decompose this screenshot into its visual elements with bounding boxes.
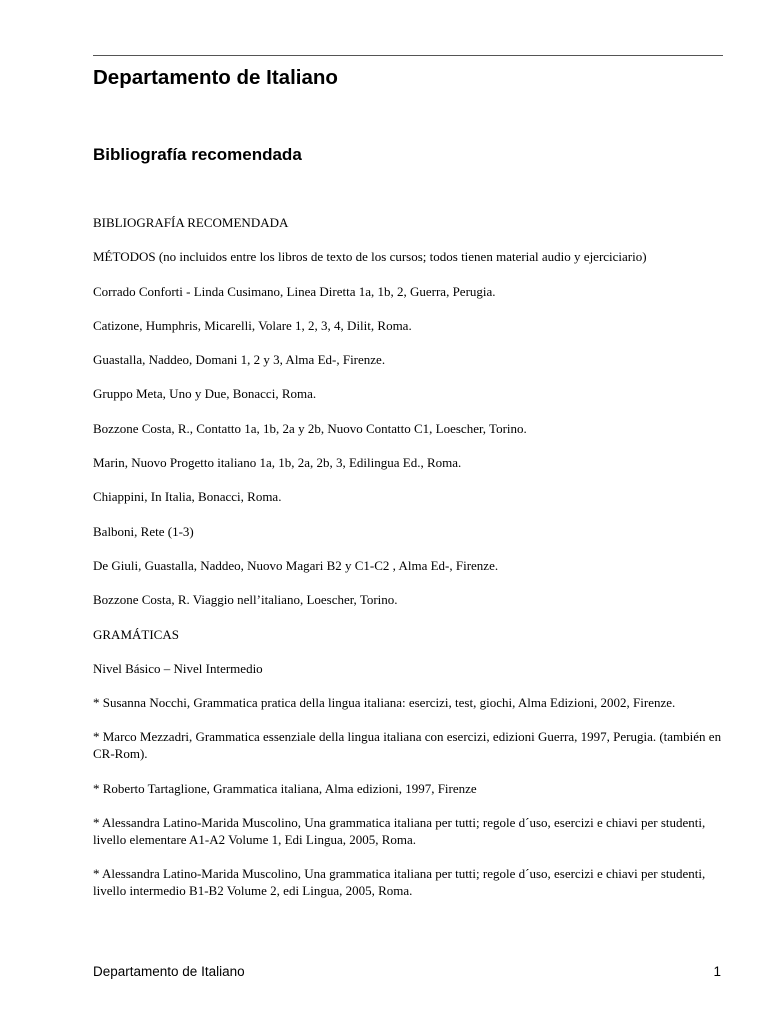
- paragraph: Corrado Conforti - Linda Cusimano, Linea Diretta 1a, 1b, 2, Guerra, Perugia.: [93, 283, 496, 299]
- paragraph: * Susanna Nocchi, Grammatica pratica della lingua italiana: esercizi, test, giochi, Alma Edizioni, 2002, Firenze.: [93, 695, 676, 711]
- section-title: Bibliografía recomendada: [93, 145, 302, 164]
- paragraph: Bozzone Costa, R., Contatto 1a, 1b, 2a y 2b, Nuovo Contatto C1, Loescher, Torino.: [93, 420, 527, 436]
- paragraph: Chiappini, In Italia, Bonacci, Roma.: [93, 489, 282, 505]
- paragraph: MÉTODOS (no incluidos entre los libros de texto de los cursos; todos tienen material audio y ejerciciario): [93, 249, 647, 265]
- paragraph: BIBLIOGRAFÍA RECOMENDADA: [93, 215, 289, 230]
- paragraph: GRAMÁTICAS: [93, 626, 179, 642]
- page-title: Departamento de Italiano: [93, 66, 338, 89]
- paragraph: * Alessandra Latino-Marida Muscolino, Una grammatica italiana per tutti; regole d´uso, esercizi e chiavi per studenti, livello elementare A1-A2 Volume 1, Edi Lingua, 2005, Roma.: [93, 815, 706, 848]
- paragraph: Gruppo Meta, Uno y Due, Bonacci, Roma.: [93, 386, 317, 402]
- paragraph: Bozzone Costa, R. Viaggio nell’italiano, Loescher, Torino.: [93, 592, 398, 608]
- page-number: 1: [713, 964, 721, 979]
- paragraph: * Roberto Tartaglione, Grammatica italiana, Alma edizioni, 1997, Firenze: [93, 780, 477, 796]
- paragraph: Nivel Básico – Nivel Intermedio: [93, 660, 263, 676]
- bibliography-content: [93, 214, 725, 917]
- paragraph: * Marco Mezzadri, Grammatica essenziale della lingua italiana con esercizi, edizioni Guerra, 1997, Perugia. (también en CR-Rom).: [93, 729, 722, 762]
- paragraph: De Giuli, Guastalla, Naddeo, Nuovo Magari B2 y C1-C2 , Alma Ed-, Firenze.: [93, 557, 499, 573]
- paragraph: Catizone, Humphris, Micarelli, Volare 1, 2, 3, 4, Dilit, Roma.: [93, 317, 412, 333]
- paragraph: Guastalla, Naddeo, Domani 1, 2 y 3, Alma Ed-, Firenze.: [93, 352, 386, 368]
- paragraph: Balboni, Rete (1-3): [93, 523, 194, 539]
- paragraph: Marin, Nuovo Progetto italiano 1a, 1b, 2a, 2b, 3, Edilingua Ed., Roma.: [93, 455, 462, 471]
- footer-title: Departamento de Italiano: [93, 964, 245, 979]
- paragraph: * Alessandra Latino-Marida Muscolino, Una grammatica italiana per tutti; regole d´uso, esercizi e chiavi per studenti, livello intermedio B1-B2 Volume 2, edi Lingua, 2005, Roma.: [93, 866, 706, 899]
- header-rule: [93, 55, 723, 56]
